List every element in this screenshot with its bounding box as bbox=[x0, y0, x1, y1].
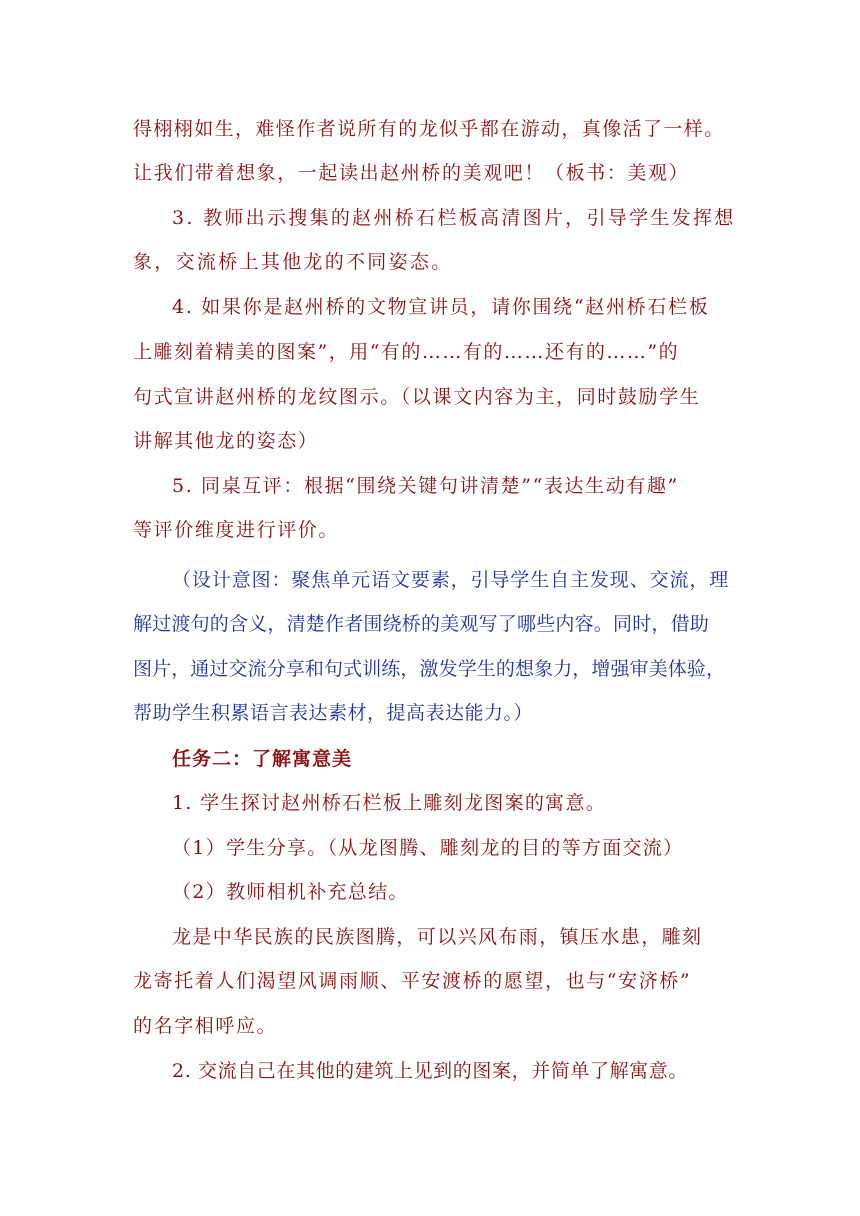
paragraph-line: 等评价维度进行评价。 bbox=[133, 519, 340, 541]
design-intent-note: （设计意图：聚焦单元语文要素，引导学生自主发现、交流，理 bbox=[172, 569, 730, 591]
design-intent-note: 解过渡句的含义，清楚作者围绕桥的美观写了哪些内容。同时，借助 bbox=[133, 613, 710, 635]
list-item-3: 3. 教师出示搜集的赵州桥石栏板高清图片，引导学生发挥想 bbox=[172, 207, 736, 229]
list-item-2: 2. 交流自己在其他的建筑上见到的图案，并简单了解寓意。 bbox=[172, 1060, 688, 1082]
paragraph-line: 让我们带着想象，一起读出赵州桥的美观吧！（板书：美观） bbox=[133, 162, 690, 184]
paragraph-line: 龙寄托着人们渴望风调雨顺、平安渡桥的愿望，也与“安济桥” bbox=[133, 970, 692, 992]
paragraph-line: 讲解其他龙的姿态） bbox=[133, 430, 319, 452]
section-heading: 任务二：了解寓意美 bbox=[172, 748, 353, 770]
list-item-1: 1. 学生探讨赵州桥石栏板上雕刻龙图案的寓意。 bbox=[172, 792, 607, 814]
paragraph-line: 象，交流桥上其他龙的不同姿态。 bbox=[133, 251, 453, 273]
paragraph-line: 句式宣讲赵州桥的龙纹图示。（以课文内容为主，同时鼓励学生 bbox=[133, 386, 701, 408]
paragraph-line: 上雕刻着精美的图案”，用“有的……有的……还有的……”的 bbox=[133, 341, 680, 363]
design-intent-note: 帮助学生积累语言表达素材，提高表达能力。） bbox=[133, 702, 534, 724]
sub-item-1: （1）学生分享。（从龙图腾、雕刻龙的目的等方面交流） bbox=[172, 837, 684, 859]
sub-item-2: （2）教师相机补充总结。 bbox=[172, 881, 409, 903]
paragraph-line: 得栩栩如生，难怪作者说所有的龙似乎都在游动，真像活了一样。 bbox=[133, 118, 725, 140]
paragraph-line: 的名字相呼应。 bbox=[133, 1015, 278, 1037]
paragraph-line: 龙是中华民族的民族图腾，可以兴风布雨，镇压水患，雕刻 bbox=[172, 926, 703, 948]
list-item-4: 4. 如果你是赵州桥的文物宣讲员，请你围绕“赵州桥石栏板 bbox=[172, 296, 710, 318]
list-item-5: 5. 同桌互评：根据“围绕关键句讲清楚”“表达生动有趣” bbox=[172, 475, 679, 497]
design-intent-note: 图片，通过交流分享和句式训练，激发学生的想象力，增强审美体验， bbox=[133, 658, 726, 680]
